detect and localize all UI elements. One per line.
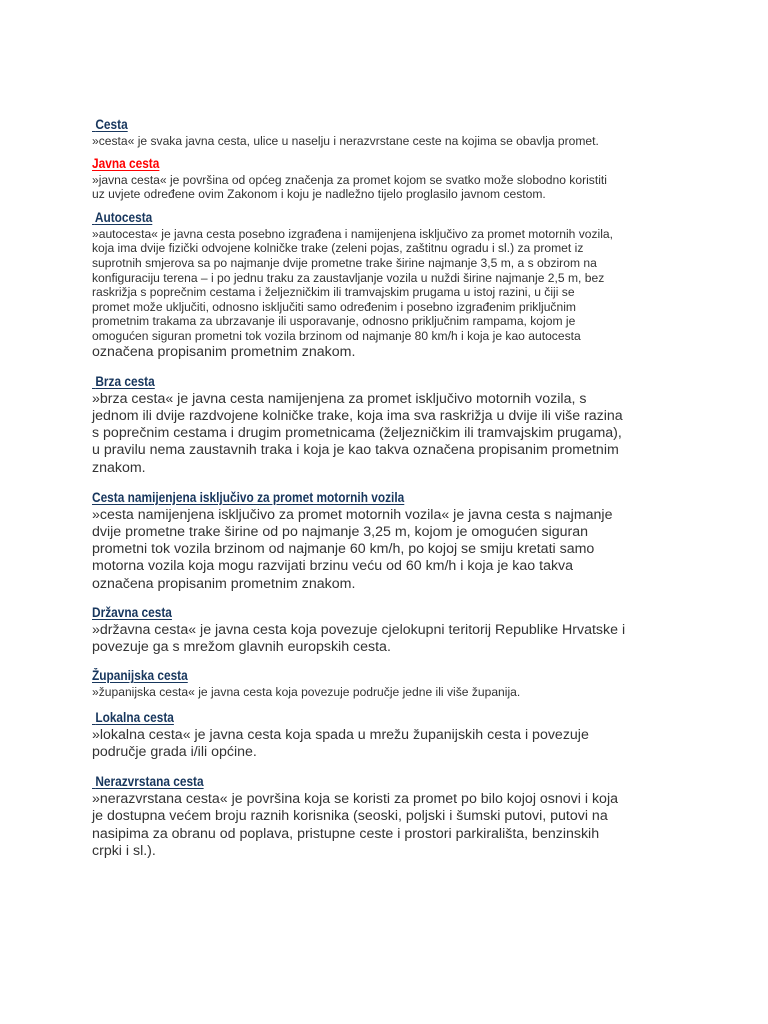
definition-text: »županijska cesta« je javna cesta koja povezuje područje jedne ili više županija. (92, 685, 521, 700)
definition-heading: Autocesta (94, 209, 153, 225)
document-page (92, 116, 682, 860)
definition-text: »državna cesta« je javna cesta koja povezuje cjelokupni teritorij Republike Hrvatske i povezuje ga s mrežom glavnih europskih cesta. (92, 621, 626, 655)
definition-text: »cesta namijenjena isključivo za promet motornih vozila« je javna cesta s najmanje dvije prometne trake širine od po najmanje 3,25 m, kojom je omogućen siguran prometni tok vozila brzinom od najmanje 60 km/h, po kojoj se smiju kretati samo motorna vozila koja mogu razvijati brzinu veću od 60 km/h i koja je kao takva označena propisanim prometnim znakom. (92, 506, 613, 592)
definition-text: »lokalna cesta« je javna cesta koja spada u mrežu županijskih cesta i povezuje područje grada i/ili općine. (92, 726, 589, 760)
definition-zupanijska-cesta (92, 667, 682, 700)
definition-heading: Cesta (95, 117, 128, 132)
definition-cesta-za-motorna-vozila (92, 489, 682, 593)
definition-brza-cesta (92, 373, 682, 477)
definition-text: »brza cesta« je javna cesta namijenjena za promet isključivo motornih vozila, s jednom ili dvije razdvojene kolničke trake, koja ima sva raskrižja u dvije ili više razina s poprečnim cestama i drugim prometnicama (željezničkim ili tramvajskim prugama), u pravilu nema zaustavnih traka i koja je kao takva označena propisanim prometnim znakom. (92, 390, 623, 476)
definition-heading: Brza cesta (95, 373, 155, 389)
definition-javna-cesta (92, 155, 682, 202)
definition-lokalna-cesta (92, 709, 682, 761)
definition-autocesta (92, 209, 682, 361)
definition-heading: Cesta namijenjena isključivo za promet motornih vozila (92, 489, 405, 505)
definition-text: »nerazvrstana cesta« je površina koja se koristi za promet po bilo kojoj osnovi i koja je dostupna većem broju raznih korisnika (seoski, poljski i šumski putovi, putovi na nasipima za obranu od poplava, pristupne ceste i prostori parkirališta, benzinskih crpki i sl.). (92, 791, 618, 859)
definition-cesta (92, 116, 682, 149)
definition-text: »javna cesta« je površina od općeg značenja za promet kojom se svatko može slobodno koristiti uz uvjete određene ovim Zakonom i koju je nadležno tijelo proglasilo javnom cestom. (92, 172, 607, 202)
definition-text: »autocesta« je javna cesta posebno izgrađena i namijenjena isključivo za promet motornih vozila, koja ima dvije fizički odvojene kolničke trake (zeleni pojas, zaštitnu ogradu i sl.) za promet iz suprotnih smjerova sa po najmanje dvije prometne trake širine najmanje 3,5 m, a s obzirom na konfiguraciju terena – i po jednu traku za zaustavljanje vozila u nuždi širine najmanje 2,5 m, bez raskrižja s poprečnim cestama i željezničkim ili tramvajskim prugama u istoj razini, u čiji se promet može uključiti, odnosno isključiti samo određenim i posebno izgrađenim priključnim prometnim trakama za ubrzavanje ili usporavanje, odnosno priključnim rampama, kojom je omogućen siguran prometni tok vozila brzinom od najmanje 80 km/h i koja je kao autocesta označena propisanim prometnim znakom. (92, 226, 613, 360)
definition-heading: Javna cesta (92, 155, 160, 171)
definition-drzavna-cesta (92, 604, 682, 656)
definition-heading: Nerazvrstana cesta (95, 774, 204, 790)
definition-heading: Državna cesta (92, 604, 172, 620)
definition-heading: Lokalna cesta (95, 709, 174, 725)
definition-nerazvrstana-cesta (92, 773, 682, 860)
definition-text: »cesta« je svaka javna cesta, ulice u naselju i nerazvrstane ceste na kojima se obavlja promet. (92, 134, 599, 148)
definition-heading: Županijska cesta (92, 668, 188, 684)
